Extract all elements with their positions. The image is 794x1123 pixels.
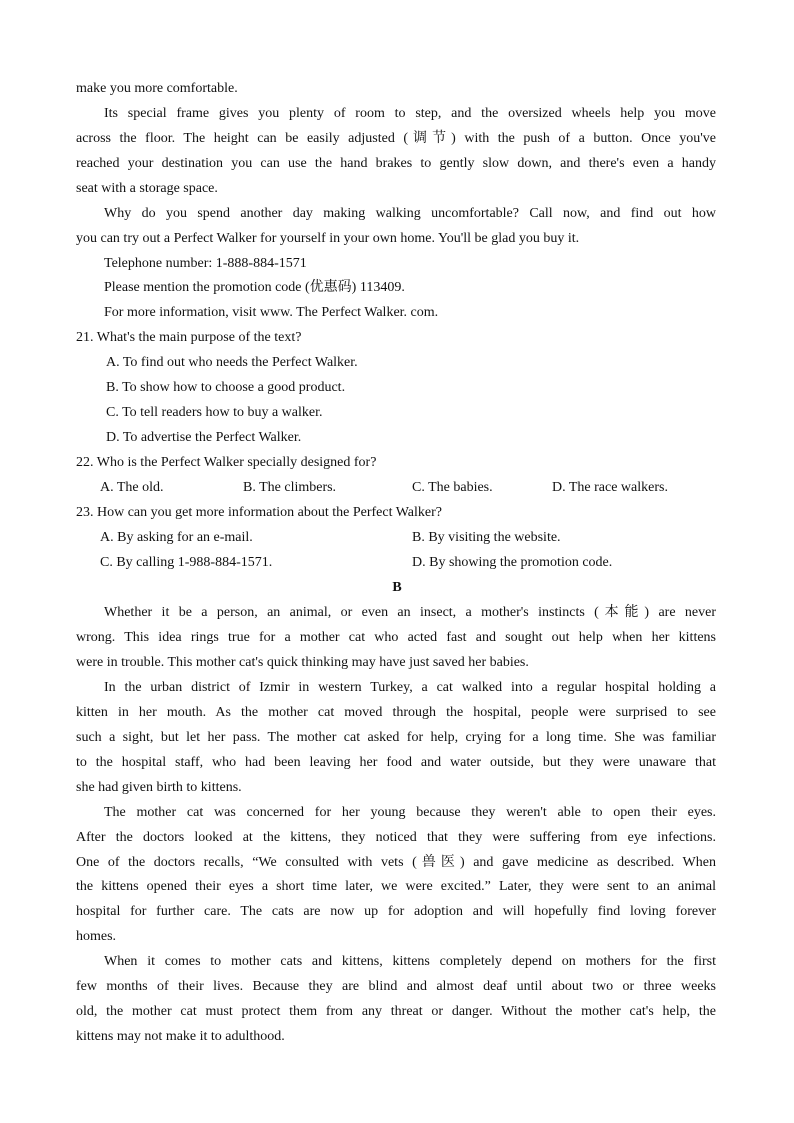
passage-b-p2-line: she had given birth to kittens. xyxy=(76,780,242,795)
passage-a-p1-line: seat with a storage space. xyxy=(76,181,218,196)
question-23-option-a: A. By asking for an e-mail. xyxy=(100,530,253,545)
passage-b-p2-line: kitten in her mouth. As the mother cat moved through the hospital, people were surprised to see xyxy=(76,705,716,720)
promotion-code: Please mention the promotion code (优惠码) 113409. xyxy=(104,280,405,295)
passage-a-line: make you more comfortable. xyxy=(76,81,238,96)
question-21-option-a: A. To find out who needs the Perfect Walker. xyxy=(106,355,358,370)
question-22-option-c: C. The babies. xyxy=(412,480,493,495)
question-22-stem: 22. Who is the Perfect Walker specially designed for? xyxy=(76,455,377,470)
question-21-option-c: C. To tell readers how to buy a walker. xyxy=(106,405,323,420)
passage-b-p1-line: wrong. This idea rings true for a mother cat who acted fast and sought out help when her kittens xyxy=(76,630,716,645)
passage-a-p1-line: across the floor. The height can be easily adjusted (调节) with the push of a button. Once you've xyxy=(76,131,716,146)
more-info-website: For more information, visit www. The Perfect Walker. com. xyxy=(104,305,439,320)
question-21-option-d: D. To advertise the Perfect Walker. xyxy=(106,430,302,445)
passage-b-p3-line: homes. xyxy=(76,929,117,944)
question-21-option-b: B. To show how to choose a good product. xyxy=(106,380,346,395)
passage-b-p3-line: the kittens opened their eyes a short time later, we were excited.” Later, they were sent to an animal xyxy=(76,879,716,894)
passage-a-p1-line: reached your destination you can use the hand brakes to gently slow down, and there's even a handy xyxy=(76,156,716,171)
passage-b-p3-line: After the doctors looked at the kittens, they noticed that they were suffering from eye infections. xyxy=(76,830,716,845)
telephone-number: Telephone number: 1-888-884-1571 xyxy=(104,256,307,271)
question-23-option-d: D. By showing the promotion code. xyxy=(412,555,613,570)
passage-b-p1-line: were in trouble. This mother cat's quick thinking may have just saved her babies. xyxy=(76,655,529,670)
question-22-option-a: A. The old. xyxy=(100,480,164,495)
question-23-stem: 23. How can you get more information about the Perfect Walker? xyxy=(76,505,442,520)
section-b-heading: B xyxy=(392,580,402,595)
question-23-option-b: B. By visiting the website. xyxy=(412,530,561,545)
question-21-stem: 21. What's the main purpose of the text? xyxy=(76,330,302,345)
passage-b-p4-line: old, the mother cat must protect them from any threat or danger. Without the mother cat's help, the xyxy=(76,1004,716,1019)
passage-b-p2-line: such a sight, but let her pass. The mother cat asked for help, crying for a long time. She was familiar xyxy=(76,730,716,745)
passage-a-p2-line: Why do you spend another day making walking uncomfortable? Call now, and find out how xyxy=(104,206,716,221)
passage-b-p4-line: kittens may not make it to adulthood. xyxy=(76,1029,285,1044)
passage-b-p3-line: The mother cat was concerned for her young because they weren't able to open their eyes. xyxy=(104,805,716,820)
passage-b-p2-line: to the hospital staff, who had been leaving her food and water outside, but they were unaware that xyxy=(76,755,716,770)
passage-b-p3-line: hospital for further care. The cats are now up for adoption and will hopefully find loving forever xyxy=(76,904,716,919)
question-23-option-c: C. By calling 1-988-884-1571. xyxy=(100,555,273,570)
passage-a-p1-line: Its special frame gives you plenty of room to step, and the oversized wheels help you move xyxy=(104,106,716,121)
passage-b-p4-line: When it comes to mother cats and kittens, kittens completely depend on mothers for the first xyxy=(104,954,716,969)
question-22-option-b: B. The climbers. xyxy=(243,480,337,495)
passage-b-p1-line: Whether it be a person, an animal, or even an insect, a mother's instincts (本能) are never xyxy=(104,605,716,620)
passage-b-p4-line: few months of their lives. Because they are blind and almost deaf until about two or three weeks xyxy=(76,979,716,994)
passage-b-p2-line: In the urban district of Izmir in western Turkey, a cat walked into a regular hospital holding a xyxy=(104,680,716,695)
passage-b-p3-line: One of the doctors recalls, “We consulted with vets (兽医) and gave medicine as described. When xyxy=(76,855,716,870)
question-22-option-d: D. The race walkers. xyxy=(552,480,668,495)
passage-a-p2-line: you can try out a Perfect Walker for yourself in your own home. You'll be glad you buy it. xyxy=(76,231,580,246)
